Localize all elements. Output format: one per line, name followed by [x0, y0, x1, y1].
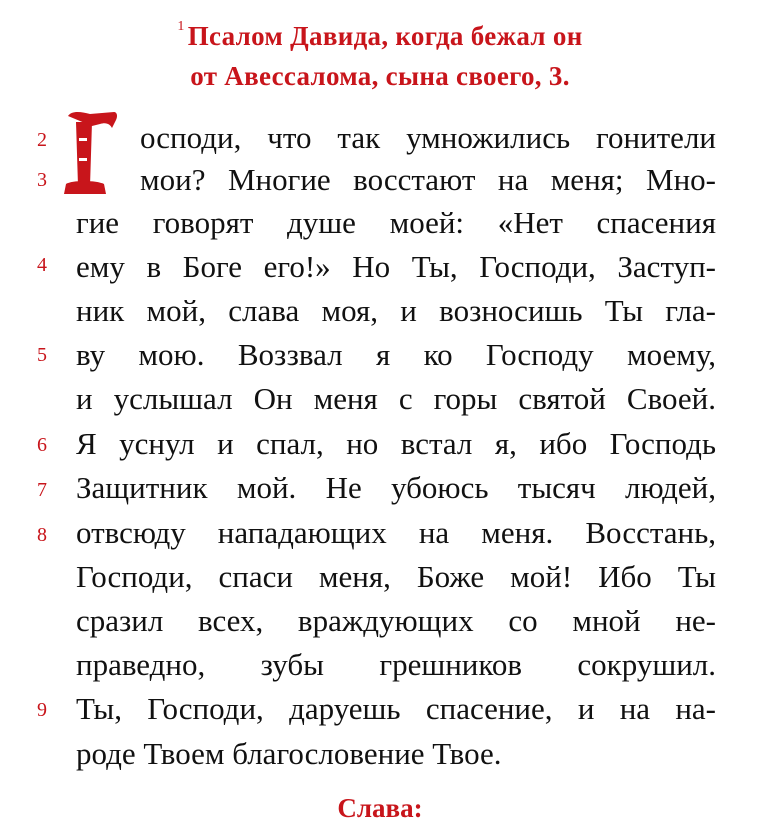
text-line: ву мою. Воззвал я ко Господу моему,: [76, 337, 716, 372]
text-line: ему в Боге его!» Но Ты, Господи, Заступ-: [76, 249, 716, 284]
drop-cap-letter: [62, 108, 120, 200]
verse-number-6: 6: [37, 434, 47, 456]
verse-number-7: 7: [37, 479, 47, 501]
text-line: мои? Многие восстают на меня; Мно-: [140, 162, 716, 197]
verse-number-5: 5: [37, 344, 47, 366]
text-line: Ты, Господи, даруешь спасение, и на на-: [76, 691, 716, 726]
text-line: осподи, что так умножились гонители: [140, 120, 716, 155]
verse-number-3: 3: [37, 169, 47, 191]
verse-number-4: 4: [37, 254, 47, 276]
title-line-1-text: Псалом Давида, когда бежал он: [187, 21, 583, 51]
verse-number-2: 2: [37, 129, 47, 151]
psalm-title: [0, 16, 760, 96]
text-line: Господи, спаси меня, Боже мой! Ибо Ты: [76, 559, 716, 594]
title-line-2: от Авессалома, сына своего, 3.: [190, 61, 570, 91]
text-line: Я уснул и спал, но встал я, ибо Господь: [76, 426, 716, 461]
verse-number-9: 9: [37, 699, 47, 721]
text-line: Защитник мой. Не убоюсь тысяч людей,: [76, 470, 716, 505]
title-superscript: 1: [177, 19, 185, 34]
text-line: роде Твоем благословение Твое.: [76, 736, 502, 771]
text-line: и услышал Он меня с горы святой Своей.: [76, 381, 716, 416]
text-line: праведно, зубы грешников сокрушил.: [76, 647, 716, 682]
verse-number-8: 8: [37, 524, 47, 546]
text-line: отвсюду нападающих на меня. Восстань,: [76, 515, 716, 550]
text-line: сразил всех, враждующих со мной не-: [76, 603, 716, 638]
text-line: гие говорят душе моей: «Нет спасения: [76, 205, 716, 240]
closing-rubric: Слава:: [337, 793, 423, 823]
title-line-1: [0, 16, 760, 56]
text-line: ник мой, слава моя, и возносишь Ты гла-: [76, 293, 716, 328]
